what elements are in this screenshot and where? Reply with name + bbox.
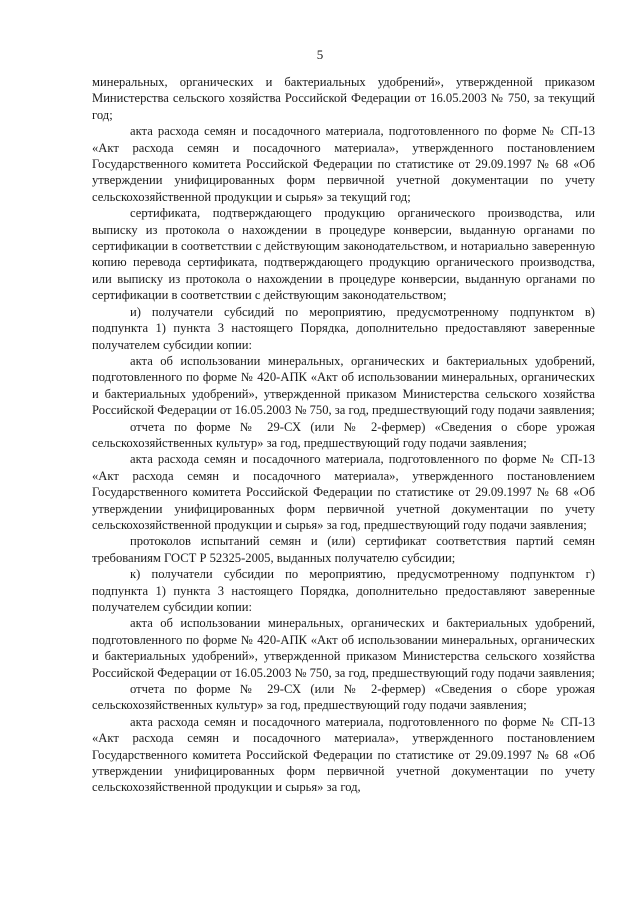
paragraph-continuation: минеральных, органических и бактериальных удобрений», утвержденной приказом Министерства сельского хозяйства Российской Федерации от 16.05.2003 № 750, за текущий год; xyxy=(92,75,595,122)
paragraph: акта об использовании минеральных, органических и бактериальных удобрений, подготовленного по форме № 420-АПК «Акт об использовании минеральных, органических и бактериальных удобрений», утвержденной приказом Министерства сельского хозяйства Российской Федерации от 16.05.2003 № 750, за год, предшествующий году подачи заявления; xyxy=(92,616,595,680)
paragraph: акта расхода семян и посадочного материала, подготовленного по форме № СП-13 «Акт расхода семян и посадочного материала», утвержденного постановлением Государственного комитета Российской Федерации по статистике от 29.09.1997 № 68 «Об утверждении унифицированных форм первичной учетной документации по учету сельскохозяйственной продукции и сырья» за текущий год; xyxy=(92,124,595,204)
paragraph: протоколов испытаний семян и (или) сертификат соответствия партий семян требованиям ГОСТ Р 52325-2005, выданных получателю субсидии; xyxy=(92,534,595,565)
paragraph: сертификата, подтверждающего продукцию органического производства, или выписку из протокола о нахождении в процедуре конверсии, выданную органами по сертификации в соответствии с действующим законодательством, и нотариально заверенную копию перевода сертификата, подтверждающего продукцию органического производства, или выписку из протокола о нахождении в процедуре конверсии, выданную органами по сертификации в соответствии с действующим законодательством; xyxy=(92,206,595,303)
paragraph: отчета по форме № 29-СХ (или № 2-фермер) «Сведения о сборе урожая сельскохозяйственных культур» за год, предшествующий году подачи заявления; xyxy=(92,419,595,450)
paragraph: акта расхода семян и посадочного материала, подготовленного по форме № СП-13 «Акт расхода семян и посадочного материала», утвержденного постановлением Государственного комитета Российской Федерации по статистике от 29.09.1997 № 68 «Об утверждении унифицированных форм первичной учетной документации по учету сельскохозяйственной продукции и сырья» за год, предшествующий году подачи заявления; xyxy=(92,452,595,532)
paragraph: отчета по форме № 29-СХ (или № 2-фермер) «Сведения о сборе урожая сельскохозяйственных культур» за год, предшествующий году подачи заявления; xyxy=(92,682,595,713)
page-number: 5 xyxy=(316,47,324,62)
paragraph-item-i: и) получатели субсидий по мероприятию, предусмотренному подпунктом в) подпункта 1) пункта 3 настоящего Порядка, дополнительно предоставляют заверенные получателем субсидии копии: xyxy=(92,304,595,352)
paragraph: акта об использовании минеральных, органических и бактериальных удобрений, подготовленного по форме № 420-АПК «Акт об использовании минеральных, органических и бактериальных удобрений», утвержденной приказом Министерства сельского хозяйства Российской Федерации от 16.05.2003 № 750, за год, предшествующий году подачи заявления; xyxy=(92,353,595,418)
paragraph-item-k: к) получатели субсидии по мероприятию, предусмотренному подпунктом г) подпункта 1) пункта 3 настоящего Порядка, дополнительно предоставляют заверенные получателем субсидии копии: xyxy=(92,567,595,614)
document-body xyxy=(92,74,595,796)
paragraph: акта расхода семян и посадочного материала, подготовленного по форме № СП-13 «Акт расхода семян и посадочного материала», утвержденного постановлением Государственного комитета Российской Федерации по статистике от 29.09.1997 № 68 «Об утверждении унифицированных форм первичной учетной документации по учету сельскохозяйственной продукции и сырья» за год, xyxy=(92,714,595,795)
